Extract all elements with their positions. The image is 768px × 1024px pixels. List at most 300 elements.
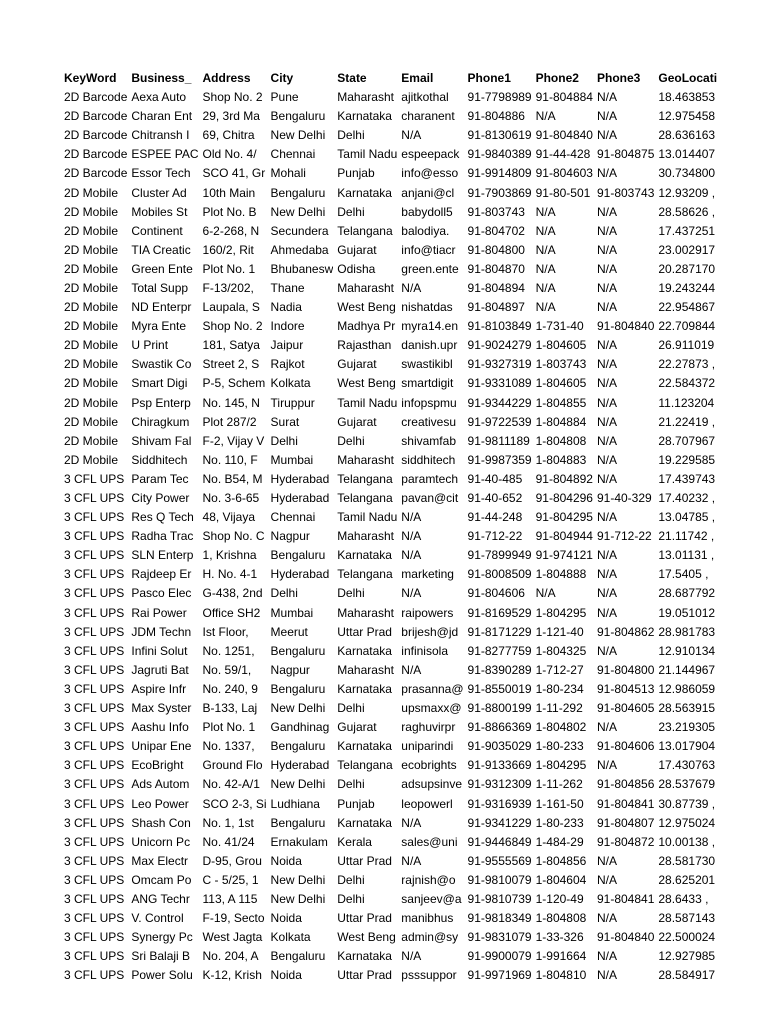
table-cell[interactable]: 91-9900079 [467, 949, 532, 964]
table-cell[interactable]: Infini Solut [131, 643, 188, 658]
table-cell[interactable]: N/A [535, 223, 556, 238]
table-cell[interactable]: Meerut [270, 624, 308, 639]
table-cell[interactable]: 2D Mobile [64, 395, 119, 410]
table-cell[interactable]: 91-804840 [596, 930, 655, 945]
table-cell[interactable]: 91-804875 [596, 147, 655, 162]
table-cell[interactable]: Telangana [337, 223, 393, 238]
table-cell[interactable]: Delhi [270, 433, 298, 448]
table-cell[interactable]: 1-804605 [535, 338, 587, 353]
table-cell[interactable]: 91-8169529 [467, 605, 532, 620]
table-cell[interactable]: 1-11-262 [535, 777, 583, 792]
table-cell[interactable]: Gujarat [337, 242, 377, 257]
table-cell[interactable]: 3 CFL UPS [64, 911, 125, 926]
table-cell[interactable]: Maharasht [337, 452, 394, 467]
table-cell[interactable]: 3 CFL UPS [64, 491, 125, 506]
table-cell[interactable]: anjani@cl [401, 185, 455, 200]
table-cell[interactable]: upsmaxx@ [401, 701, 462, 716]
table-cell[interactable]: 6-2-268, N [202, 223, 260, 238]
table-cell[interactable]: 3 CFL UPS [64, 815, 125, 830]
table-cell[interactable]: 2D Mobile [64, 280, 119, 295]
table-cell[interactable]: 91-9831079 [467, 930, 532, 945]
table-cell[interactable]: Bengaluru [270, 109, 326, 124]
table-cell[interactable]: Rajdeep Er [131, 567, 192, 582]
table-cell[interactable]: 28.587143 [658, 911, 716, 926]
table-cell[interactable]: N/A [596, 452, 617, 467]
table-cell[interactable]: Uttar Prad [337, 911, 392, 926]
table-cell[interactable]: Bengaluru [270, 815, 326, 830]
table-cell[interactable]: F-2, Vijay V [202, 433, 265, 448]
table-cell[interactable]: N/A [596, 949, 617, 964]
table-cell[interactable]: 91-9446849 [467, 834, 532, 849]
table-cell[interactable]: Radha Trac [131, 529, 194, 544]
table-cell[interactable]: 1-804855 [535, 395, 587, 410]
table-cell[interactable]: Power Solu [131, 968, 193, 983]
table-cell[interactable]: Unipar Ene [131, 739, 192, 754]
table-cell[interactable]: 28.6433 , [658, 891, 709, 906]
table-cell[interactable]: ND Enterpr [131, 300, 192, 315]
table-cell[interactable]: Karnataka [337, 949, 392, 964]
table-cell[interactable]: Res Q Tech [131, 510, 194, 525]
table-cell[interactable]: Noida [270, 853, 302, 868]
table-cell[interactable]: New Delhi [270, 128, 326, 143]
table-cell[interactable]: 1-80-234 [535, 681, 584, 696]
table-cell[interactable]: Ist Floor, [202, 624, 249, 639]
table-cell[interactable]: 91-9341229 [467, 815, 532, 830]
table-cell[interactable]: 1-804884 [535, 414, 587, 429]
table-cell[interactable]: 91-7798989 [467, 90, 532, 105]
table-cell[interactable]: No. 41/24 [202, 834, 255, 849]
table-cell[interactable]: 91-804872 [596, 834, 655, 849]
table-cell[interactable]: Ahmedaba [270, 242, 329, 257]
column-header[interactable]: KeyWord [64, 70, 117, 85]
table-cell[interactable]: 91-9133669 [467, 758, 532, 773]
table-cell[interactable]: 3 CFL UPS [64, 853, 125, 868]
table-cell[interactable]: raipowers [401, 605, 454, 620]
table-cell[interactable]: psssuppor [401, 968, 457, 983]
table-cell[interactable]: 91-9971969 [467, 968, 532, 983]
table-cell[interactable]: admin@sy [401, 930, 459, 945]
table-cell[interactable]: N/A [596, 357, 617, 372]
table-cell[interactable]: shivamfab [401, 433, 456, 448]
table-cell[interactable]: 91-804606 [596, 739, 655, 754]
table-cell[interactable]: N/A [596, 471, 617, 486]
table-cell[interactable]: N/A [535, 300, 556, 315]
table-cell[interactable]: Delhi [337, 433, 365, 448]
table-cell[interactable]: N/A [596, 166, 617, 181]
table-cell[interactable]: 91-804702 [467, 223, 525, 238]
column-header[interactable]: Email [401, 70, 434, 85]
table-cell[interactable]: 3 CFL UPS [64, 548, 125, 563]
table-cell[interactable]: 29, 3rd Ma [202, 109, 260, 124]
table-cell[interactable]: 23.002917 [658, 242, 716, 257]
table-cell[interactable]: No. 42-A/1 [202, 777, 260, 792]
table-cell[interactable]: 1-804295 [535, 758, 587, 773]
table-cell[interactable]: Shash Con [131, 815, 191, 830]
table-cell[interactable]: 91-804605 [596, 701, 655, 716]
table-cell[interactable]: 3 CFL UPS [64, 586, 125, 601]
table-cell[interactable]: 3 CFL UPS [64, 796, 125, 811]
table-cell[interactable]: 12.975024 [658, 815, 716, 830]
table-cell[interactable]: 2D Mobile [64, 261, 119, 276]
table-cell[interactable]: 91-804840 [535, 128, 593, 143]
table-cell[interactable]: No. 59/1, [202, 662, 252, 677]
table-cell[interactable]: Sri Balaji B [131, 949, 191, 964]
table-cell[interactable]: Ludhiana [270, 796, 320, 811]
table-cell[interactable]: 28.563915 [658, 701, 716, 716]
table-cell[interactable]: Bengaluru [270, 185, 326, 200]
column-header[interactable]: Phone1 [467, 70, 511, 85]
table-cell[interactable]: 3 CFL UPS [64, 949, 125, 964]
table-cell[interactable]: K-12, Krish [202, 968, 262, 983]
table-cell[interactable]: 2D Mobile [64, 223, 119, 238]
column-header[interactable]: Address [202, 70, 251, 85]
table-cell[interactable]: Rajasthan [337, 338, 392, 353]
table-cell[interactable]: 2D Barcode [64, 147, 128, 162]
table-cell[interactable]: West Beng [337, 300, 396, 315]
table-cell[interactable]: 91-804897 [467, 300, 525, 315]
table-cell[interactable]: N/A [535, 280, 556, 295]
table-cell[interactable]: 69, Chitra [202, 128, 255, 143]
table-cell[interactable]: N/A [596, 376, 617, 391]
table-cell[interactable]: 17.439743 [658, 471, 716, 486]
table-cell[interactable]: babydoll5 [401, 204, 453, 219]
table-cell[interactable]: Leo Power [131, 796, 189, 811]
table-cell[interactable]: 3 CFL UPS [64, 968, 125, 983]
table-cell[interactable]: 91-804800 [596, 662, 655, 677]
table-cell[interactable]: Kolkata [270, 930, 311, 945]
table-cell[interactable]: 91-8171229 [467, 624, 532, 639]
table-cell[interactable]: danish.upr [401, 338, 458, 353]
table-cell[interactable]: 91-9811189 [467, 433, 530, 448]
table-cell[interactable]: No. 1, 1st [202, 815, 254, 830]
table-cell[interactable]: 3 CFL UPS [64, 891, 125, 906]
table-cell[interactable]: 2D Mobile [64, 204, 119, 219]
table-cell[interactable]: 28.707967 [658, 433, 716, 448]
table-cell[interactable]: info@esso [401, 166, 459, 181]
table-cell[interactable]: 91-804884 [535, 90, 593, 105]
table-cell[interactable]: 3 CFL UPS [64, 662, 125, 677]
table-cell[interactable]: 1-484-29 [535, 834, 584, 849]
table-cell[interactable]: Odisha [337, 261, 376, 276]
table-cell[interactable]: 91-804894 [467, 280, 525, 295]
table-cell[interactable]: N/A [596, 338, 617, 353]
table-cell[interactable]: 12.927985 [658, 949, 716, 964]
table-cell[interactable]: ANG Techr [131, 891, 190, 906]
table-cell[interactable]: Maharasht [337, 280, 394, 295]
table-cell[interactable]: Ground Flo [202, 758, 263, 773]
table-cell[interactable]: Bhubanesw [270, 261, 334, 276]
table-cell[interactable]: 91-9810079 [467, 872, 532, 887]
table-cell[interactable]: 13.04785 , [658, 510, 716, 525]
table-cell[interactable]: 91-804800 [467, 242, 525, 257]
table-cell[interactable]: Thane [270, 280, 305, 295]
table-cell[interactable]: 1-804802 [535, 720, 587, 735]
table-cell[interactable]: 1-804325 [535, 643, 587, 658]
table-cell[interactable]: 3 CFL UPS [64, 529, 125, 544]
table-cell[interactable]: Noida [270, 968, 302, 983]
table-cell[interactable]: 3 CFL UPS [64, 777, 125, 792]
table-cell[interactable]: 3 CFL UPS [64, 720, 125, 735]
table-cell[interactable]: 91-804840 [596, 319, 655, 334]
table-cell[interactable]: F-19, Secto [202, 911, 265, 926]
table-cell[interactable]: N/A [401, 280, 422, 295]
table-cell[interactable]: Jaipur [270, 338, 304, 353]
table-cell[interactable]: 2D Barcode [64, 90, 128, 105]
table-cell[interactable]: 30.87739 , [658, 796, 716, 811]
table-cell[interactable]: N/A [535, 586, 556, 601]
table-cell[interactable]: 2D Mobile [64, 414, 119, 429]
column-header[interactable]: State [337, 70, 367, 85]
table-cell[interactable]: N/A [401, 949, 422, 964]
table-cell[interactable]: N/A [535, 204, 556, 219]
table-cell[interactable]: 91-9555569 [467, 853, 532, 868]
table-cell[interactable]: 11.123204 [658, 395, 715, 410]
table-cell[interactable]: 1-804295 [535, 605, 587, 620]
table-cell[interactable]: 91-804862 [596, 624, 655, 639]
table-cell[interactable]: N/A [596, 510, 617, 525]
table-cell[interactable]: brijesh@jd [401, 624, 459, 639]
table-cell[interactable]: 91-804606 [467, 586, 525, 601]
table-cell[interactable]: Maharasht [337, 90, 394, 105]
table-cell[interactable]: N/A [596, 548, 617, 563]
table-cell[interactable]: Aspire Infr [131, 681, 187, 696]
table-cell[interactable]: N/A [596, 280, 617, 295]
table-cell[interactable]: 91-44-248 [467, 510, 523, 525]
table-cell[interactable]: N/A [596, 586, 617, 601]
table-cell[interactable]: Unicorn Pc [131, 834, 191, 849]
table-cell[interactable]: 91-8103849 [467, 319, 532, 334]
table-cell[interactable]: Chiragkum [131, 414, 190, 429]
table-cell[interactable]: Ads Autom [131, 777, 190, 792]
table-cell[interactable]: 23.219305 [658, 720, 716, 735]
table-cell[interactable]: 3 CFL UPS [64, 605, 125, 620]
table-cell[interactable]: 3 CFL UPS [64, 681, 125, 696]
table-cell[interactable]: Karnataka [337, 815, 392, 830]
table-cell[interactable]: 17.430763 [658, 758, 716, 773]
table-cell[interactable]: Shop No. 2 [202, 319, 263, 334]
table-cell[interactable]: infopspmu [401, 395, 457, 410]
table-cell[interactable]: Laupala, S [202, 300, 260, 315]
table-cell[interactable]: New Delhi [270, 204, 326, 219]
table-cell[interactable]: 91-9312309 [467, 777, 532, 792]
table-cell[interactable]: 1-991664 [535, 949, 587, 964]
table-cell[interactable]: Smart Digi [131, 376, 188, 391]
table-cell[interactable]: 2D Mobile [64, 319, 119, 334]
table-cell[interactable]: West Beng [337, 376, 396, 391]
table-cell[interactable]: 28.981783 [658, 624, 716, 639]
table-cell[interactable]: Gujarat [337, 357, 377, 372]
table-cell[interactable]: Bengaluru [270, 739, 326, 754]
table-cell[interactable]: Mohali [270, 166, 306, 181]
table-cell[interactable]: 91-9344229 [467, 395, 532, 410]
table-cell[interactable]: Karnataka [337, 548, 392, 563]
table-cell[interactable]: N/A [596, 643, 617, 658]
table-cell[interactable]: 22.27873 , [658, 357, 716, 372]
table-cell[interactable]: 91-712-22 [467, 529, 523, 544]
table-cell[interactable]: 91-804892 [535, 471, 593, 486]
table-cell[interactable]: Kerala [337, 834, 372, 849]
table-cell[interactable]: 91-9035029 [467, 739, 532, 754]
table-cell[interactable]: infinisola [401, 643, 448, 658]
table-cell[interactable]: adsupsinve [401, 777, 463, 792]
table-cell[interactable]: Bengaluru [270, 548, 326, 563]
table-cell[interactable]: 22.584372 [658, 376, 716, 391]
table-cell[interactable]: 2D Barcode [64, 166, 128, 181]
table-cell[interactable]: N/A [596, 204, 617, 219]
table-cell[interactable]: Cluster Ad [131, 185, 187, 200]
table-cell[interactable]: 91-8866369 [467, 720, 532, 735]
table-cell[interactable]: Delhi [337, 701, 365, 716]
table-cell[interactable]: 3 CFL UPS [64, 624, 125, 639]
table-cell[interactable]: SCO 41, Gr [202, 166, 266, 181]
table-cell[interactable]: 91-804296 [535, 491, 593, 506]
table-cell[interactable]: No. 204, A [202, 949, 259, 964]
table-cell[interactable]: Noida [270, 911, 302, 926]
table-cell[interactable]: N/A [401, 586, 422, 601]
table-cell[interactable]: B-133, Laj [202, 701, 258, 716]
table-cell[interactable]: No. 240, 9 [202, 681, 258, 696]
table-cell[interactable]: 2D Mobile [64, 433, 119, 448]
table-cell[interactable]: 28.537679 [658, 777, 716, 792]
table-cell[interactable]: No. 145, N [202, 395, 260, 410]
table-cell[interactable]: Delhi [337, 872, 365, 887]
table-cell[interactable]: F-13/202, [202, 280, 254, 295]
table-cell[interactable]: Delhi [337, 777, 365, 792]
table-cell[interactable]: City Power [131, 491, 190, 506]
table-cell[interactable]: 113, A 115 [202, 891, 258, 906]
table-cell[interactable]: 28.58626 , [658, 204, 716, 219]
table-cell[interactable]: 91-804841 [596, 891, 655, 906]
table-cell[interactable]: 2D Mobile [64, 452, 119, 467]
table-cell[interactable]: Madhya Pr [337, 319, 396, 334]
table-cell[interactable]: Shivam Fal [131, 433, 192, 448]
table-cell[interactable]: 28.636163 [658, 128, 716, 143]
table-cell[interactable]: N/A [596, 395, 617, 410]
column-header[interactable]: Phone3 [596, 70, 641, 85]
table-cell[interactable]: Chennai [270, 510, 316, 525]
table-cell[interactable]: Delhi [337, 128, 365, 143]
table-cell[interactable]: Karnataka [337, 681, 392, 696]
table-cell[interactable]: 91-40-485 [467, 471, 523, 486]
table-cell[interactable]: Telangana [337, 471, 393, 486]
table-cell[interactable]: Hyderabad [270, 491, 330, 506]
table-cell[interactable]: 2D Mobile [64, 376, 119, 391]
table-cell[interactable]: Bengaluru [270, 681, 326, 696]
table-cell[interactable]: Shop No. C [202, 529, 265, 544]
table-cell[interactable]: 91-8800199 [467, 701, 532, 716]
table-cell[interactable]: N/A [596, 128, 617, 143]
table-cell[interactable]: 19.051012 [658, 605, 716, 620]
table-cell[interactable]: New Delhi [270, 891, 326, 906]
table-cell[interactable]: 91-8008509 [467, 567, 532, 582]
table-cell[interactable]: 91-804295 [535, 510, 593, 525]
table-cell[interactable]: 91-9818349 [467, 911, 532, 926]
table-cell[interactable]: manibhus [401, 911, 454, 926]
table-cell[interactable]: 30.734800 [658, 166, 716, 181]
table-cell[interactable]: Aexa Auto [131, 90, 187, 105]
table-cell[interactable]: N/A [535, 109, 556, 124]
table-cell[interactable]: N/A [596, 567, 617, 582]
column-header[interactable]: City [270, 70, 294, 85]
table-cell[interactable]: Old No. 4/ [202, 147, 257, 162]
table-cell[interactable]: Synergy Pc [131, 930, 193, 945]
table-cell[interactable]: Uttar Prad [337, 968, 392, 983]
table-cell[interactable]: N/A [401, 128, 422, 143]
table-cell[interactable]: Nagpur [270, 529, 310, 544]
table-cell[interactable]: 91-8277759 [467, 643, 532, 658]
table-cell[interactable]: Rajkot [270, 357, 305, 372]
table-cell[interactable]: Bengaluru [270, 949, 326, 964]
table-cell[interactable]: 2D Mobile [64, 185, 119, 200]
table-cell[interactable]: N/A [596, 433, 617, 448]
table-cell[interactable]: 48, Vijaya [202, 510, 255, 525]
table-cell[interactable]: Plot No. 1 [202, 720, 256, 735]
table-cell[interactable]: smartdigit [401, 376, 454, 391]
table-cell[interactable]: espeepack [401, 147, 460, 162]
table-cell[interactable]: Tamil Nadu [337, 395, 398, 410]
table-cell[interactable]: Office SH2 [202, 605, 261, 620]
table-cell[interactable]: Chennai [270, 147, 316, 162]
table-cell[interactable]: Punjab [337, 796, 375, 811]
table-cell[interactable]: 1-804883 [535, 452, 587, 467]
table-cell[interactable]: 1-803743 [535, 357, 587, 372]
table-cell[interactable]: Delhi [270, 586, 298, 601]
table-cell[interactable]: 10.00138 , [658, 834, 716, 849]
table-cell[interactable]: 91-9024279 [467, 338, 532, 353]
table-cell[interactable]: Nagpur [270, 662, 310, 677]
table-cell[interactable]: N/A [596, 968, 617, 983]
table-cell[interactable]: Gujarat [337, 414, 377, 429]
table-cell[interactable]: N/A [596, 758, 617, 773]
table-cell[interactable]: Psp Enterp [131, 395, 191, 410]
table-cell[interactable]: 3 CFL UPS [64, 510, 125, 525]
table-cell[interactable]: Omcam Po [131, 872, 192, 887]
table-cell[interactable]: Gujarat [337, 720, 377, 735]
table-cell[interactable]: marketing [401, 567, 454, 582]
table-cell[interactable]: 20.287170 [658, 261, 716, 276]
table-cell[interactable]: pavan@cit [401, 491, 459, 506]
table-cell[interactable]: JDM Techn [131, 624, 192, 639]
table-cell[interactable]: Pasco Elec [131, 586, 192, 601]
table-cell[interactable]: 21.22419 , [658, 414, 716, 429]
table-cell[interactable]: 17.437251 [658, 223, 716, 238]
table-cell[interactable]: Aashu Info [131, 720, 189, 735]
table-cell[interactable]: Plot No. 1 [202, 261, 256, 276]
table-cell[interactable]: creativesu [401, 414, 456, 429]
table-cell[interactable]: 1-712-27 [535, 662, 584, 677]
table-cell[interactable]: Surat [270, 414, 300, 429]
table-cell[interactable]: 3 CFL UPS [64, 834, 125, 849]
table-cell[interactable]: Telangana [337, 491, 393, 506]
table-cell[interactable]: Delhi [337, 891, 365, 906]
table-cell[interactable]: 3 CFL UPS [64, 701, 125, 716]
table-cell[interactable]: 26.911019 [658, 338, 715, 353]
table-cell[interactable]: N/A [596, 414, 617, 429]
table-cell[interactable]: Telangana [337, 758, 393, 773]
table-cell[interactable]: Karnataka [337, 185, 392, 200]
table-cell[interactable]: 91-804807 [596, 815, 655, 830]
table-cell[interactable]: Jagruti Bat [131, 662, 189, 677]
table-cell[interactable]: 91-9840389 [467, 147, 532, 162]
table-cell[interactable]: N/A [401, 529, 422, 544]
table-cell[interactable]: N/A [596, 605, 617, 620]
table-cell[interactable]: 91-804856 [596, 777, 655, 792]
table-cell[interactable]: 17.5405 , [658, 567, 709, 582]
table-cell[interactable]: 3 CFL UPS [64, 872, 125, 887]
table-cell[interactable]: 2D Mobile [64, 338, 119, 353]
table-cell[interactable]: Shop No. 2 [202, 90, 263, 105]
table-cell[interactable]: 91-9914809 [467, 166, 532, 181]
